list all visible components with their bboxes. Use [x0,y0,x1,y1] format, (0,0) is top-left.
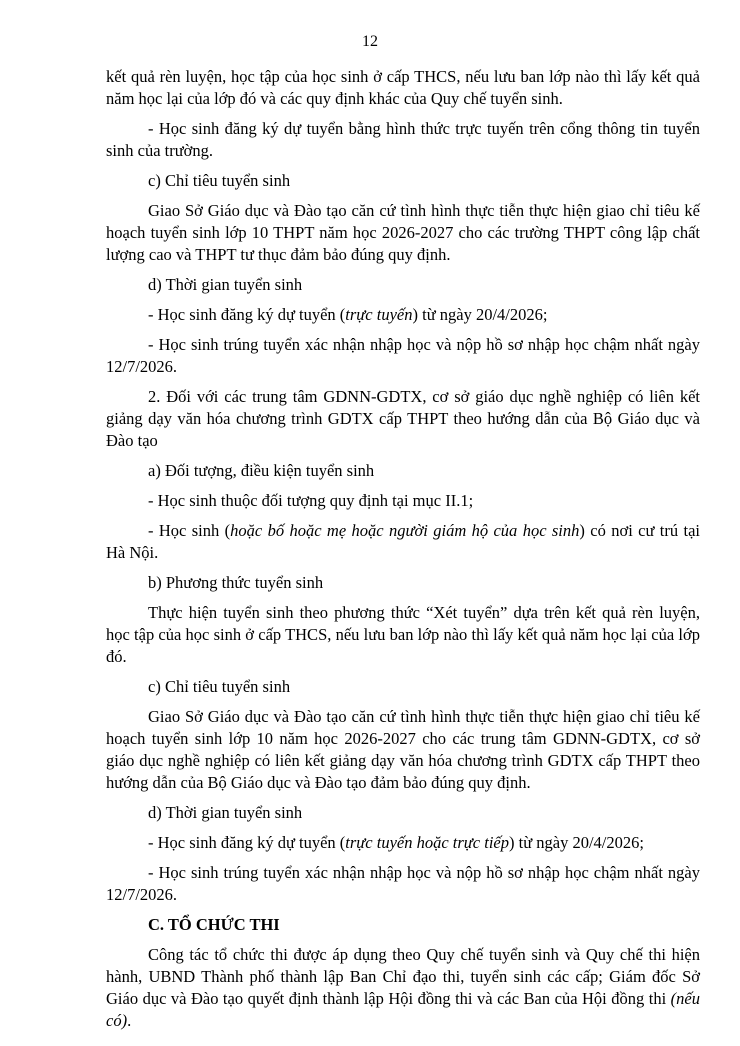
text-run: Thực hiện tuyển sinh theo phương thức “Xét tuyển” dựa trên kết quả rèn luyện, học tập của học sinh ở cấp THCS, nếu lưu ban lớp nào thì lấy kết quả năm học lại của lớp đó. [106,603,700,666]
text-run: Giao Sở Giáo dục và Đào tạo căn cứ tình hình thực tiễn thực hiện giao chỉ tiêu kế hoạch tuyển sinh lớp 10 THPT năm học 2026-2027 cho các trường THPT công lập chất lượng cao và THPT tư thục đảm bảo đúng quy định. [106,201,700,264]
paragraph [106,66,700,110]
text-run: Giao Sở Giáo dục và Đào tạo căn cứ tình hình thực tiễn thực hiện giao chỉ tiêu kế hoạch tuyển sinh lớp 10 năm học 2026-2027 cho các trung tâm GDNN-GDTX, cơ sở giáo dục nghề nghiệp có liên kết giảng dạy văn hóa chương trình GDTX cấp THPT theo hướng dẫn của Bộ Giáo dục và Đào tạo đảm bảo đúng quy định. [106,707,700,792]
text-run: - Học sinh thuộc đối tượng quy định tại mục II.1; [148,491,474,510]
paragraph [106,706,700,794]
paragraph [106,274,700,296]
paragraph [106,862,700,906]
text-run: hoặc bố hoặc mẹ hoặc người giám hộ của học sinh [230,521,580,540]
text-run: a) Đối tượng, điều kiện tuyển sinh [148,461,375,480]
text-run: - Học sinh đăng ký dự tuyển ( [148,305,346,324]
text-run: C. TỔ CHỨC THI [148,915,280,934]
text-run: b) Phương thức tuyển sinh [148,573,324,592]
text-run: (nếu có) [106,989,700,1030]
paragraph [106,676,700,698]
paragraph [106,602,700,668]
page-body [106,66,700,1040]
text-run: kết quả rèn luyện, học tập của học sinh ở cấp THCS, nếu lưu ban lớp nào thì lấy kết quả năm học lại của lớp đó và các quy định khác của Quy chế tuyển sinh. [106,67,700,108]
paragraph [106,944,700,1032]
text-run: d) Thời gian tuyển sinh [148,275,303,294]
text-run: - Học sinh đăng ký dự tuyển ( [148,833,346,852]
paragraph [106,572,700,594]
page-number: 12 [362,33,378,50]
text-run: Công tác tổ chức thi được áp dụng theo Quy chế tuyển sinh và Quy chế thi hiện hành, UBND Thành phố thành lập Ban Chỉ đạo thi, tuyển sinh các cấp; Giám đốc Sở Giáo dục và Đào tạo quyết định thành lập Hội đồng thi và các Ban của Hội đồng thi [106,945,700,1008]
paragraph [106,802,700,824]
text-run: - Học sinh trúng tuyển xác nhận nhập học và nộp hồ sơ nhập học chậm nhất ngày 12/7/2026. [106,335,700,376]
text-run: ) có nơi cư trú tại Hà Nội. [106,521,701,562]
paragraph [106,520,700,564]
paragraph [106,832,700,854]
text-run: 2. Đối với các trung tâm GDNN-GDTX, cơ sở giáo dục nghề nghiệp có liên kết giảng dạy văn hóa chương trình GDTX cấp THPT theo hướng dẫn của Bộ Giáo dục và Đào tạo [106,387,700,450]
text-run: d) Thời gian tuyển sinh [148,803,303,822]
paragraph [106,914,700,936]
paragraph [106,170,700,192]
text-run: - Học sinh trúng tuyển xác nhận nhập học và nộp hồ sơ nhập học chậm nhất ngày 12/7/2026. [106,863,700,904]
text-run: trực tuyến hoặc trực tiếp [345,833,509,852]
paragraph [106,386,700,452]
paragraph [106,118,700,162]
paragraph [106,334,700,378]
text-run: - Học sinh ( [148,521,231,540]
paragraph [106,200,700,266]
paragraph [106,460,700,482]
text-run: trực tuyến [345,305,413,324]
text-run: c) Chỉ tiêu tuyển sinh [148,171,291,190]
text-run: . [127,1011,132,1030]
text-run: ) từ ngày 20/4/2026; [412,305,548,324]
paragraph [106,304,700,326]
text-run: - Học sinh đăng ký dự tuyển bằng hình thức trực tuyến trên cổng thông tin tuyển sinh của trường. [106,119,700,160]
text-run: c) Chỉ tiêu tuyển sinh [148,677,291,696]
text-run: ) từ ngày 20/4/2026; [509,833,644,852]
paragraph [106,490,700,512]
